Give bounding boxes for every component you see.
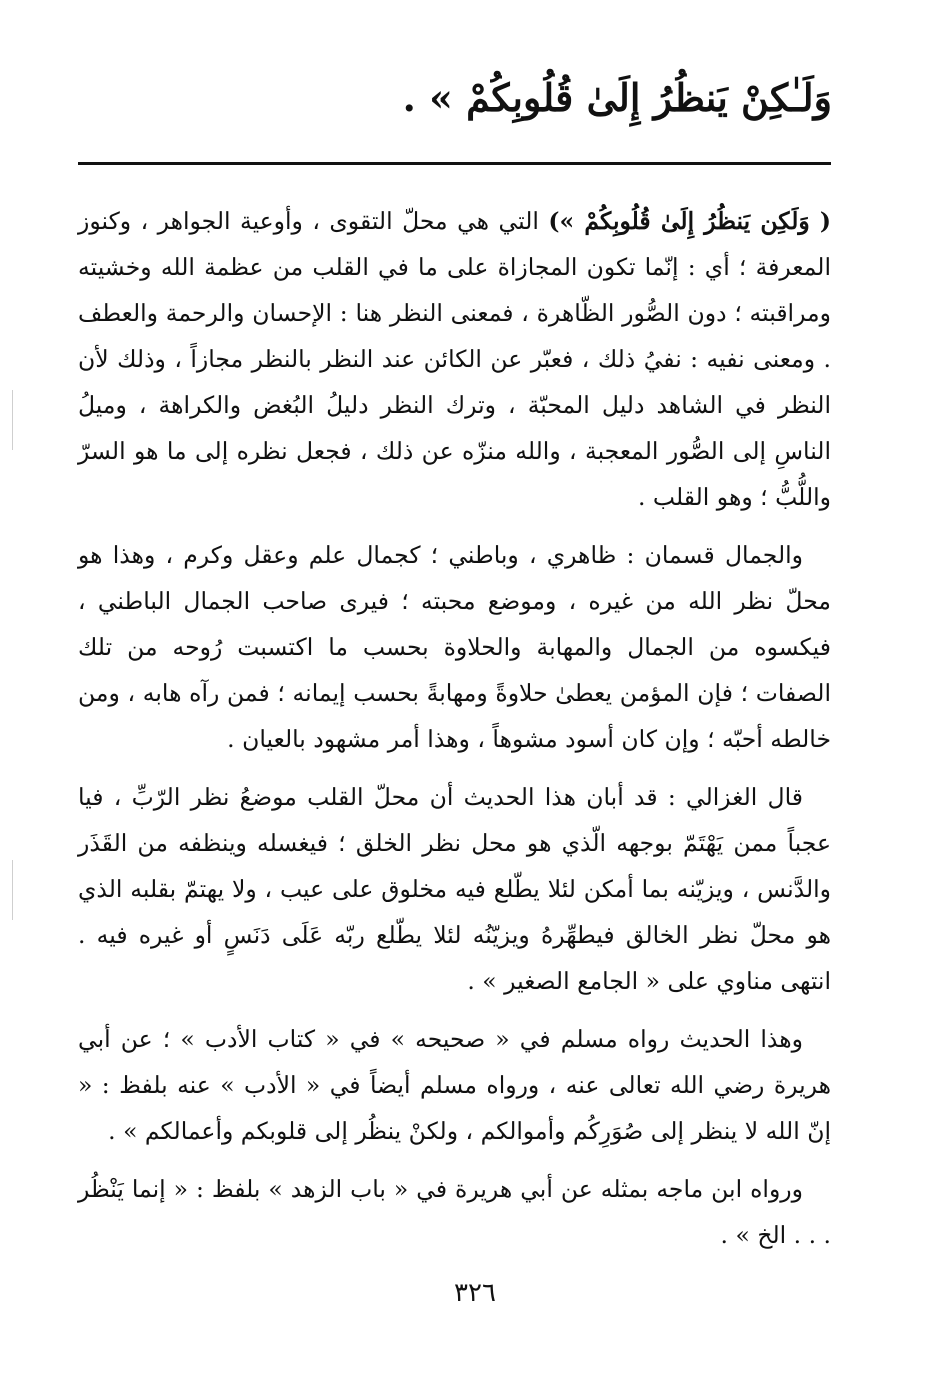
paragraph: والجمال قسمان : ظاهري ، وباطني ؛ كجمال علم وعقل وكرم ، وهذا هو محلّ نظر الله من غيره ، وموضع محبته ؛ فيرى صاحب الجمال الباطني ، فيكسوه من الجمال والمهابة والحلاوة بحسب ما اكتسبت رُوحه من تلك الصفات ؛ فإن المؤمن يعطىٰ حلاوةً ومهابةً بحسب إيمانه ؛ فمن رآه هابه ، ومن خالطه أحبّه ؛ وإن كان أسود مشوهاً ، وهذا أمر مشهود بالعيان . [78, 541, 831, 753]
paragraph: ورواه ابن ماجه بمثله عن أبي هريرة في « باب الزهد » بلفظ : « إنما يَنْظُر . . . الخ » . [78, 1175, 831, 1249]
separator-rule [78, 162, 831, 165]
paragraph-text: التي هي محلّ التقوى ، وأوعية الجواهر ، وكنوز المعرفة ؛ أي : إنّما تكون المجازاة على ما في القلب من عظمة الله وخشيته ومراقبته ؛ دون الصُّور الظّاهرة ، فمعنى النظر هنا : الإحسان والرحمة والعطف . ومعنى نفيه : نفيُ ذلك ، فعبّر عن الكائن عند النظر بالنظر مجازاً ، وذلك لأن النظر في الشاهد دليل المحبّة ، وترك النظر دليلُ البُغض والكراهة ، وميلُ الناسِ إلى الصُّور المعجبة ، والله منزّه عن ذلك ، فجعل نظره إلى ما هو السرّ واللُّبُّ ؛ وهو القلب . [78, 207, 831, 511]
scan-edge-mark [12, 860, 13, 920]
paragraph [78, 198, 831, 520]
commentary-body [78, 198, 831, 1270]
hadith-quote: ( وَلَكِن يَنظُرُ إِلَىٰ قُلُوبِكُمْ ») [548, 207, 832, 235]
scan-edge-mark [12, 390, 13, 450]
hadith-heading: وَلَـٰكِنْ يَنظُرُ إِلَىٰ قُلُوبِكُمْ » . [402, 75, 832, 120]
paragraph: وهذا الحديث رواه مسلم في « صحيحه » في « كتاب الأدب » ؛ عن أبي هريرة رضي الله تعالى عنه ، ورواه مسلم أيضاً في « الأدب » عنه بلفظ : « إنّ الله لا ينظر إلى صُوَرِكُم وأموالكم ، ولكنْ ينظُر إلى قلوبكم وأعمالكم » . [78, 1025, 831, 1145]
paragraph: قال الغزالي : قد أبان هذا الحديث أن محلّ القلب موضعُ نظر الرّبِّ ، فيا عجباً ممن يَهْتَمّ بوجهه الّذي هو محل نظر الخلق ؛ فيغسله وينظفه من القَذَر والدَّنس ، ويزيّنه بما أمكن لئلا يطّلع فيه مخلوق على عيب ، ولا يهتمّ بقلبه الذي هو محلّ نظر الخالق فيطهِّرهُ ويزيّنُه لئلا يطّلع ربّه عَلَى دَنَسٍ أو غيره فيه . انتهى مناوي على « الجامع الصغير » . [78, 783, 831, 995]
page-number: ٣٢٦ [454, 1278, 496, 1308]
